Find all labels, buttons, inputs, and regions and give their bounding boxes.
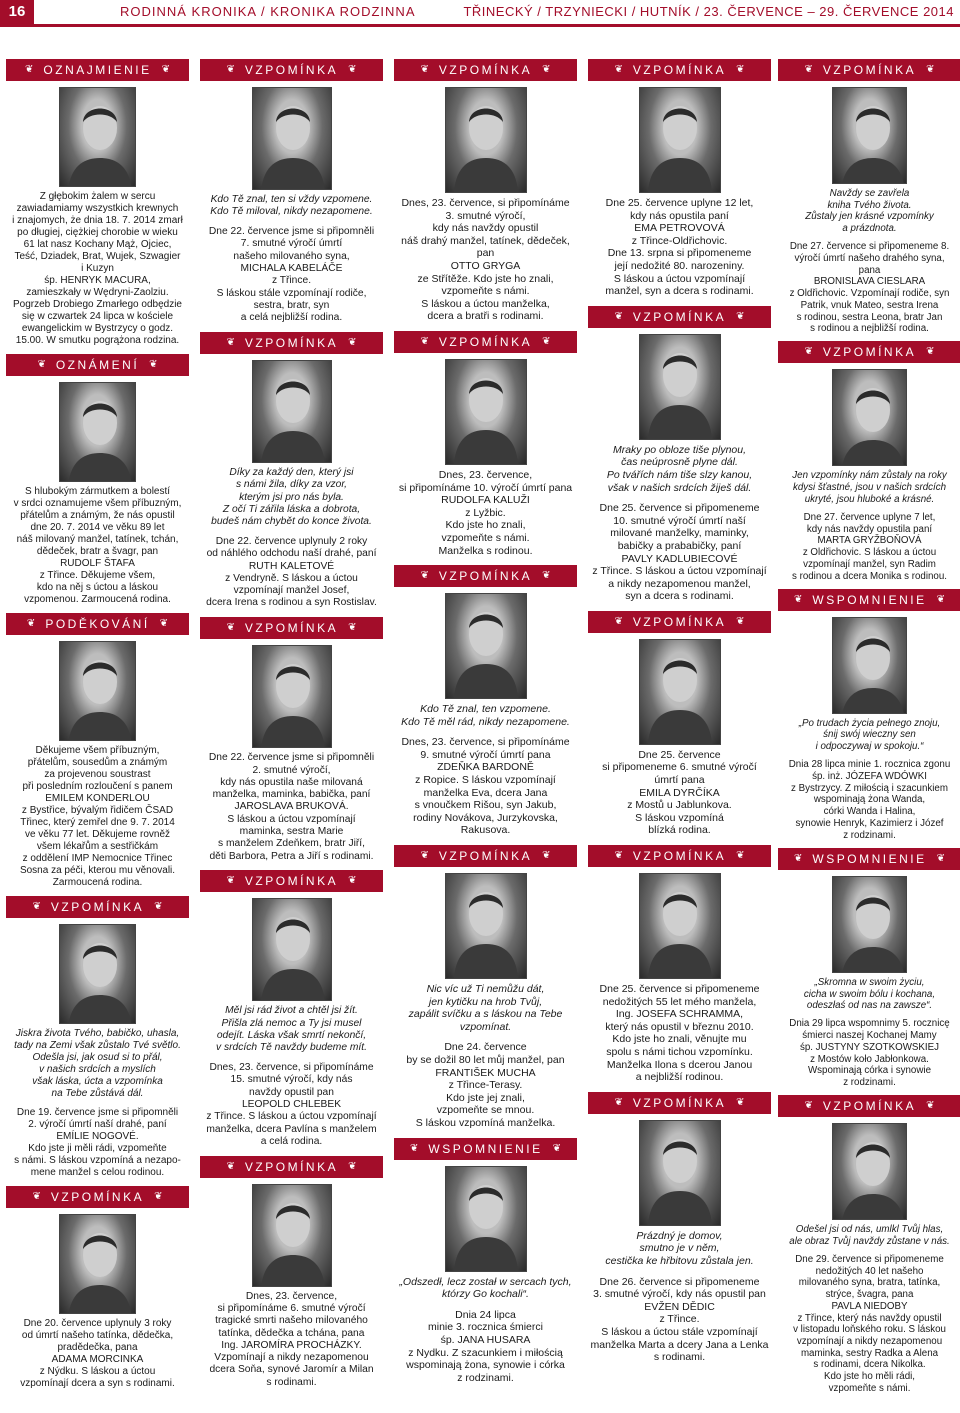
notice-banner xyxy=(394,565,577,587)
leaf-ornament-icon: ❦ xyxy=(420,850,429,862)
notice-banner xyxy=(588,611,771,633)
notice-text: Dne 20. července uplynuly 3 roky od úmrtí našeho tatínka, dědečka, pradědečka, pana ADAMA MORCINKA z Nýdku. S láskou a úctou vzpomínají dcera a syn s rodinami. xyxy=(20,1318,175,1389)
leaf-ornament-icon: ❦ xyxy=(542,335,551,347)
memorial-verse: Kdo Tě znal, ten vzpomene. Kdo Tě měl rád, nikdy nezapomene. xyxy=(401,703,570,728)
notice-banner xyxy=(200,332,383,354)
notice-text: Dnes, 23. července, si připomínáme 15. smutné výročí, kdy nás navždy opustil pan LEOPOLD CHLEBEK z Třince. S láskou a úctou vzpomínají manželka, dcera Pavlína s manželem a celá rodina. xyxy=(206,1062,377,1147)
notice-banner xyxy=(200,870,383,892)
notice-banner-label: VZPOMÍNKA xyxy=(632,63,727,77)
notice-banner-label: VZPOMÍNKA xyxy=(244,63,339,77)
notice-banner-label: VZPOMÍNKA xyxy=(244,1159,339,1174)
leaf-ornament-icon: ❦ xyxy=(420,64,429,75)
issue-title: TŘINECKÝ / TRZYNIECKI / HUTNÍK / 23. ČERVENCE – 29. ČERVENCE 2014 xyxy=(463,4,954,19)
notice-text: Dnes, 23. července, si připomínáme 3. smutné výročí, kdy nás navždy opustil náš drahý manžel, tatínek, dědeček, pan OTTO GRYGA ze Střítěže. Kdo jste ho znali, vzpomeňte s námi. S láskou a úctou manželka, dcera a bratři s rodinami. xyxy=(401,197,570,323)
notice-banner-label: VZPOMÍNKA xyxy=(438,334,533,349)
leaf-ornament-icon: ❦ xyxy=(25,64,34,75)
column-4 xyxy=(588,59,771,1372)
portrait-photo xyxy=(252,645,332,748)
portrait-photo xyxy=(639,334,721,440)
notice-banner-label: OZNAJMIENIE xyxy=(43,63,152,77)
leaf-ornament-icon: ❦ xyxy=(926,346,935,358)
leaf-ornament-icon: ❦ xyxy=(410,1142,419,1154)
notice-banner xyxy=(394,845,577,867)
portrait-photo xyxy=(832,876,907,973)
notice-text: S hlubokým zármutkem a bolestí v srdci oznamujeme všem příbuzným, přátelům a známým, že nás opustil dne 20. 7. 2014 ve věku 89 let náš milovaný manžel, tatínek, tchán, dědeček, bratr a švagr, pan RUDOLF ŠTAFA z Třince. Děkujeme všem, kdo na něj s úctou a láskou vzpomenou. Zarmoucená rodina. xyxy=(13,486,182,605)
notice-banner xyxy=(778,341,960,363)
notice-banner-label: VZPOMÍNKA xyxy=(632,849,727,864)
notice-banner xyxy=(6,613,189,635)
page-number: 16 xyxy=(0,0,34,24)
leaf-ornament-icon: ❦ xyxy=(348,1160,357,1172)
leaf-ornament-icon: ❦ xyxy=(614,1096,623,1108)
portrait-photo xyxy=(59,87,136,187)
portrait-photo xyxy=(252,360,332,463)
portrait-photo xyxy=(832,617,907,714)
leaf-ornament-icon: ❦ xyxy=(348,875,357,887)
portrait-photo xyxy=(639,873,721,979)
memorial-verse: „Po trudach życia pełnego znoju, śnij swój wieczny sen i odpoczywaj w spokoju.“ xyxy=(798,717,941,753)
leaf-ornament-icon: ❦ xyxy=(542,850,551,862)
leaf-ornament-icon: ❦ xyxy=(32,901,41,912)
notice-text: Dne 29. července si připomeneme nedožitých 40 let našeho milovaného syna, bratra, tatínka, strýce, švagra, pana PAVLA NIEDOBY z Třince, který nás navždy opustil v listopadu loňského roku. S láskou vzpomínají a nikdy nezapomenou maminka, sestry Radka a Alena s rodinami, dcera Nikolka. Kdo jste ho měli rádi, vzpomeňte s námi. xyxy=(793,1254,946,1394)
column-2 xyxy=(200,59,383,1397)
memorial-verse: Jiskra života Tvého, babičko, uhasla, tady na Zemi však zůstalo Tvé světlo. Odešla jsi, jak osud si to přál, v našich srdcích a myslích však láska, úcta a vzpomínka na Tebe zůstává dál. xyxy=(14,1028,181,1099)
leaf-ornament-icon: ❦ xyxy=(936,852,945,864)
leaf-ornament-icon: ❦ xyxy=(226,64,235,75)
notice-text: Dne 19. července jsme si připomněli 2. výročí úmrtí naší drahé, paní EMÍLIE NOGOVÉ. Kdo jste ji měli rádi, vzpomeňte s námi. S láskou vzpomíná a nezapo- mene manžel s celou rodinou. xyxy=(14,1107,181,1178)
notice-banner-label: VZPOMÍNKA xyxy=(438,569,533,584)
notice-banner-label: VZPOMÍNKA xyxy=(438,63,533,77)
leaf-ornament-icon: ❦ xyxy=(154,901,163,912)
portrait-photo xyxy=(59,924,136,1024)
leaf-ornament-icon: ❦ xyxy=(936,593,945,605)
portrait-photo xyxy=(445,87,527,193)
leaf-ornament-icon: ❦ xyxy=(736,615,745,627)
leaf-ornament-icon: ❦ xyxy=(32,1191,41,1202)
notice-banner xyxy=(394,1138,577,1160)
column-1 xyxy=(6,59,189,1397)
notice-text: Dne 22. července jsme si připomněli 2. smutné výročí, kdy nás opustila naše milovaná manželka, maminka, babička, paní JAROSLAVA BRUKOVÁ. S láskou a úctou vzpomínají maminka, sestra Marie s manželem Zdeňkem, bratr Jiří, děti Barbora, Petra a Jiří s rodinami. xyxy=(208,752,375,862)
memorial-verse: Kdo Tě znal, ten si vždy vzpomene. Kdo Tě miloval, nikdy nezapomene. xyxy=(210,194,373,218)
memorial-verse: Jen vzpomínky nám zůstaly na roky kdysi šťastné, jsou v našich srdcích ukryté, jsou hluboké a krásné. xyxy=(792,470,947,505)
portrait-photo xyxy=(59,382,136,482)
portrait-photo xyxy=(639,639,721,745)
portrait-photo xyxy=(445,359,527,465)
leaf-ornament-icon: ❦ xyxy=(736,310,745,322)
notice-banner-label: VZPOMÍNKA xyxy=(438,849,533,864)
portrait-photo xyxy=(639,87,721,193)
notice-banner-label: VZPOMÍNKA xyxy=(822,345,917,360)
notice-text: Dne 24. července by se dožil 80 let můj manžel, pan FRANTIŠEK MUCHA z Třince-Terasy. Kdo jste jej znali, vzpomeňte se mnou. S láskou vzpomíná manželka. xyxy=(406,1041,565,1129)
leaf-ornament-icon: ❦ xyxy=(736,1096,745,1108)
notice-banner xyxy=(778,848,960,870)
memorial-verse: „Odszedł, lecz został w sercach tych, którzy Go kochali“. xyxy=(399,1275,572,1301)
notice-banner xyxy=(200,617,383,639)
portrait-photo xyxy=(445,873,527,979)
notice-text: Dne 26. července si připomeneme 3. smutné výročí, kdy nás opustil pan EVŽEN DĚDIC z Třince. S láskou a úctou stále vzpomínají manželka Marta a dcery Jana a Lenka s rodinami. xyxy=(590,1275,769,1364)
portrait-photo xyxy=(832,87,907,184)
notice-banner-label: VZPOMÍNKA xyxy=(50,900,145,914)
leaf-ornament-icon: ❦ xyxy=(614,64,623,75)
notice-banner xyxy=(200,1156,383,1178)
notice-text: Dne 22. července jsme si připomněli 7. smutné výročí úmrtí našeho milovaného syna, MICHALA KABELÁČE z Třince. S láskou stále vzpomínají rodiče, sestra, bratr, syn a celá nejbližší rodina. xyxy=(208,226,375,324)
memorial-verse: Měl jsi rád život a chtěl jsi žít. Přišla zlá nemoc a Ty jsi musel odejít. Láska však smrtí nekončí, v srdcích Tě navždy budeme mít. xyxy=(216,1005,367,1054)
leaf-ornament-icon: ❦ xyxy=(542,570,551,582)
leaf-ornament-icon: ❦ xyxy=(794,852,803,864)
notice-text: Z głębokim żalem w sercu zawiadamiamy wszystkich krewnych i znajomych, że dnia 18. 7. 2014 zmarł po długiej, ciężkiej chorobie w wieku 61 lat nasz Kochany Mąż, Ojciec, Teść, Dziadek, Brat, Wujek, Szwagier i Kuzyn śp. HENRYK MACURA, zamieszkały w Wędryni-Zaolziu. Pogrzeb Drobiego Zmarłego odbędzie się w czwartek 24 lipca w kościele ewangelickim w Bystrzycy o godz. 15.00. W smutku pogrążona rodzina. xyxy=(12,191,183,346)
leaf-ornament-icon: ❦ xyxy=(226,875,235,887)
column-5 xyxy=(778,59,960,1401)
notice-text: Dnes, 23. července, si připomínáme 6. smutné výročí tragické smrti našeho milovaného tatínka, dědečka a tchána, pana Ing. JAROMÍRA PROCHÁZKY. Vzpomínají a nikdy nezapomenou dcera Soňa, synové Jaromír a Milan s rodinami. xyxy=(209,1290,374,1388)
notice-banner xyxy=(588,1092,771,1114)
notice-text: Dnes, 23. července, si připomínáme 10. výročí úmrtí pana RUDOLFA KALUŽI z Lyžbic. Kdo jste ho znali, vzpomeňte s námi. Manželka s rodinou. xyxy=(398,468,573,557)
notice-text: Dnia 28 lipca minie 1. rocznica zgonu śp. inż. JÓZEFA WDÓWKI z Bystrzycy. Z miłością i szacunkiem wspominają żona Wanda, córki Wanda i Halina, synowie Henryk, Kazimierz i Józef z rodzinami. xyxy=(788,759,951,841)
portrait-photo xyxy=(59,1214,136,1314)
portrait-photo xyxy=(832,369,907,466)
notice-banner-label: WSPOMNIENIE xyxy=(812,851,927,866)
notice-text: Dne 25. července uplyne 12 let, kdy nás opustila paní EMA PETROVOVÁ z Třince-Oldřichovic. Dne 13. srpna si připomeneme její nedožité 80. narozeniny. S láskou a úctou vzpomínají manžel, syn a dcera s rodinami. xyxy=(605,197,754,298)
notice-banner-label: VZPOMÍNKA xyxy=(50,1190,145,1204)
leaf-ornament-icon: ❦ xyxy=(804,1100,813,1112)
leaf-ornament-icon: ❦ xyxy=(226,336,235,348)
memorial-verse: Odešel jsi od nás, umlkl Tvůj hlas, ale obraz Tvůj navždy zůstane v nás. xyxy=(789,1224,950,1247)
notice-banner-label: WSPOMNIENIE xyxy=(812,592,927,607)
notice-text: Dne 25. července si připomeneme 6. smutné výročí úmrtí pana EMILA DYRČÍKA z Mostů u Jablunkova. S láskou vzpomíná blízká rodina. xyxy=(602,748,757,837)
leaf-ornament-icon: ❦ xyxy=(226,1160,235,1172)
portrait-photo xyxy=(445,593,527,699)
notice-banner xyxy=(588,845,771,867)
leaf-ornament-icon: ❦ xyxy=(542,64,551,75)
leaf-ornament-icon: ❦ xyxy=(159,618,169,629)
leaf-ornament-icon: ❦ xyxy=(226,622,235,634)
portrait-photo xyxy=(832,1123,907,1220)
notice-text: Děkujeme všem příbuzným, přátelům, sousedům a známým za projevenou soustrast při posledním rozloučení s panem EMILEM KONDERLOU z Bystřice, bývalým řidičem ČSAD Třinec, který zemřel dne 9. 7. 2014 ve věku 77 let. Děkujeme rovněž všem lékařům a sestřičkám z oddělení IMP Nemocnice Třinec Sosna za péči, kterou mu věnovali. Zarmoucená rodina. xyxy=(19,745,176,888)
notice-banner xyxy=(778,589,960,611)
notice-banner xyxy=(394,331,577,353)
leaf-ornament-icon: ❦ xyxy=(926,64,935,75)
notice-banner xyxy=(778,59,960,81)
leaf-ornament-icon: ❦ xyxy=(26,618,36,629)
page-header xyxy=(0,0,960,27)
leaf-ornament-icon: ❦ xyxy=(420,335,429,347)
portrait-photo xyxy=(252,898,332,1001)
portrait-photo xyxy=(59,641,136,741)
notice-text: Dne 27. července si připomeneme 8. výročí úmrtí našeho drahého syna, pana BRONISLAVA CIESLARA z Oldřichovic. Vzpomínají rodiče, syn Patrik, vnuk Mateo, sestra Irena s rodinou, sestra Leona, bratr Jan s rodinou a nejbližší rodina. xyxy=(789,241,950,335)
notice-banner-label: VZPOMÍNKA xyxy=(244,621,339,636)
leaf-ornament-icon: ❦ xyxy=(804,346,813,358)
leaf-ornament-icon: ❦ xyxy=(420,570,429,582)
notice-banner-label: PODĚKOVÁNÍ xyxy=(45,617,150,631)
leaf-ornament-icon: ❦ xyxy=(37,359,46,370)
portrait-photo xyxy=(639,1120,721,1226)
leaf-ornament-icon: ❦ xyxy=(149,359,158,370)
notice-banner-label: VZPOMÍNKA xyxy=(822,1099,917,1114)
notice-banner-label: WSPOMNIENIE xyxy=(428,1141,543,1156)
notice-text: Dne 25. července si připomeneme nedožitých 55 let mého manžela, Ing. JOSEFA SCHRAMMA, který nás opustil v březnu 2010. Kdo jste ho znali, věnujte mu spolu s námi tichou vzpomínku. Manželka Ilona s dcerou Janou a nejbližší rodinou. xyxy=(599,983,760,1084)
notice-banner-label: OZNÁMENÍ xyxy=(55,358,140,372)
portrait-photo xyxy=(252,87,332,190)
notice-banner xyxy=(6,354,189,376)
notice-banner xyxy=(6,59,189,81)
leaf-ornament-icon: ❦ xyxy=(794,593,803,605)
notice-banner-label: VZPOMÍNKA xyxy=(822,63,917,77)
memorial-verse: „Skromna w swoim życiu, cicha w swoim bólu i kochana, odeszłaś od nas na zawsze“. xyxy=(803,976,936,1012)
section-title: RODINNÁ KRONIKA / KRONIKA RODZINNA xyxy=(120,4,416,19)
memorial-verse: Díky za každý den, který jsi s námi žila, díky za vzor, kterým jsi pro nás byla. Z očí Ti zářila láska a dobrota, budeš nám chybět do konce života. xyxy=(211,466,372,528)
portrait-photo xyxy=(252,1184,332,1287)
leaf-ornament-icon: ❦ xyxy=(926,1100,935,1112)
notice-banner-label: VZPOMÍNKA xyxy=(632,1095,727,1110)
leaf-ornament-icon: ❦ xyxy=(348,336,357,348)
leaf-ornament-icon: ❦ xyxy=(614,310,623,322)
memorial-verse: Nic víc už Ti nemůžu dát, jen kytičku na hrob Tvůj, zapálit svíčku a s láskou na Tebe vzpomínat. xyxy=(408,983,563,1033)
leaf-ornament-icon: ❦ xyxy=(736,64,745,75)
notice-banner xyxy=(394,59,577,81)
notice-text: Dnia 29 lipca wspomnimy 5. rocznicę śmierci naszej Kochanej Mamy śp. JUSTYNY SZOTKOWSKIEJ z Mostów koło Jabłonkowa. Wspominają córka i synowie z rodzinami. xyxy=(789,1018,950,1088)
leaf-ornament-icon: ❦ xyxy=(614,850,623,862)
portrait-photo xyxy=(445,1166,527,1272)
notice-banner xyxy=(778,1095,960,1117)
notice-banner xyxy=(588,59,771,81)
memorial-verse: Mraky po obloze tiše plynou, čas neúprosně plyne dál. Po tvářích nám tiše slzy kanou, však v našich srdcích žiješ dál. xyxy=(606,443,753,494)
leaf-ornament-icon: ❦ xyxy=(804,64,813,75)
notice-banner-label: VZPOMÍNKA xyxy=(632,614,727,629)
notice-text: Dnia 24 lipca minie 3. rocznica śmierci śp. JANA HUSARA z Nydku. Z szacunkiem i miłością wspominają żona, synowie i córka z rodzinami. xyxy=(406,1308,565,1384)
leaf-ornament-icon: ❦ xyxy=(154,1191,163,1202)
memorial-verse: Navždy se zavřela kniha Tvého života. Zůstaly jen krásné vzpomínky a prázdnota. xyxy=(805,188,934,235)
memorial-verse: Prázdný je domov, smutno je v něm, cestička ke hřbitovu zůstala jen. xyxy=(605,1229,754,1267)
leaf-ornament-icon: ❦ xyxy=(348,622,357,634)
leaf-ornament-icon: ❦ xyxy=(161,64,170,75)
notice-banner-label: VZPOMÍNKA xyxy=(632,309,727,324)
notice-banner xyxy=(588,306,771,328)
notice-banner-label: VZPOMÍNKA xyxy=(244,335,339,350)
notice-banner-label: VZPOMÍNKA xyxy=(244,874,339,889)
leaf-ornament-icon: ❦ xyxy=(552,1142,561,1154)
column-3 xyxy=(394,59,577,1392)
notice-banner xyxy=(6,896,189,918)
notice-text: Dnes, 23. července, si připomínáme 9. smutné výročí úmrtí pana ZDEŇKA BARDONĚ z Ropice. S láskou vzpomínají manželka Eva, dcera Jana s vnoučkem Rišou, syn Jakub, rodiny Novákova, Jurzykovska, Rakusova. xyxy=(401,736,570,837)
notice-text: Dne 25. července si připomeneme 10. smutné výročí úmrtí naší milované manželky, maminky, babičky a prababičky, paní PAVLY KADLUBIECOVÉ z Třince. S láskou a úctou vzpomínají a nikdy nezapomenou manžel, syn a dcera s rodinami. xyxy=(592,502,767,603)
leaf-ornament-icon: ❦ xyxy=(736,850,745,862)
notice-text: Dne 22. července uplynuly 2 roky od náhlého odchodu naší drahé, paní RUTH KALETOVÉ z Vendryně. S láskou a úctou vzpomínají manžel Josef, dcera Irena s rodinou a syn Rostislav. xyxy=(206,535,377,609)
notice-banner xyxy=(200,59,383,81)
leaf-ornament-icon: ❦ xyxy=(614,615,623,627)
notice-text: Dne 27. července uplyne 7 let, kdy nás navždy opustila paní MARTA GRYŽBOŇOVÁ z Oldřichovic. S láskou a úctou vzpomínají manžel, syn Radim s rodinou a dcera Monika s rodinou. xyxy=(791,512,947,582)
notice-banner xyxy=(6,1186,189,1208)
leaf-ornament-icon: ❦ xyxy=(348,64,357,75)
